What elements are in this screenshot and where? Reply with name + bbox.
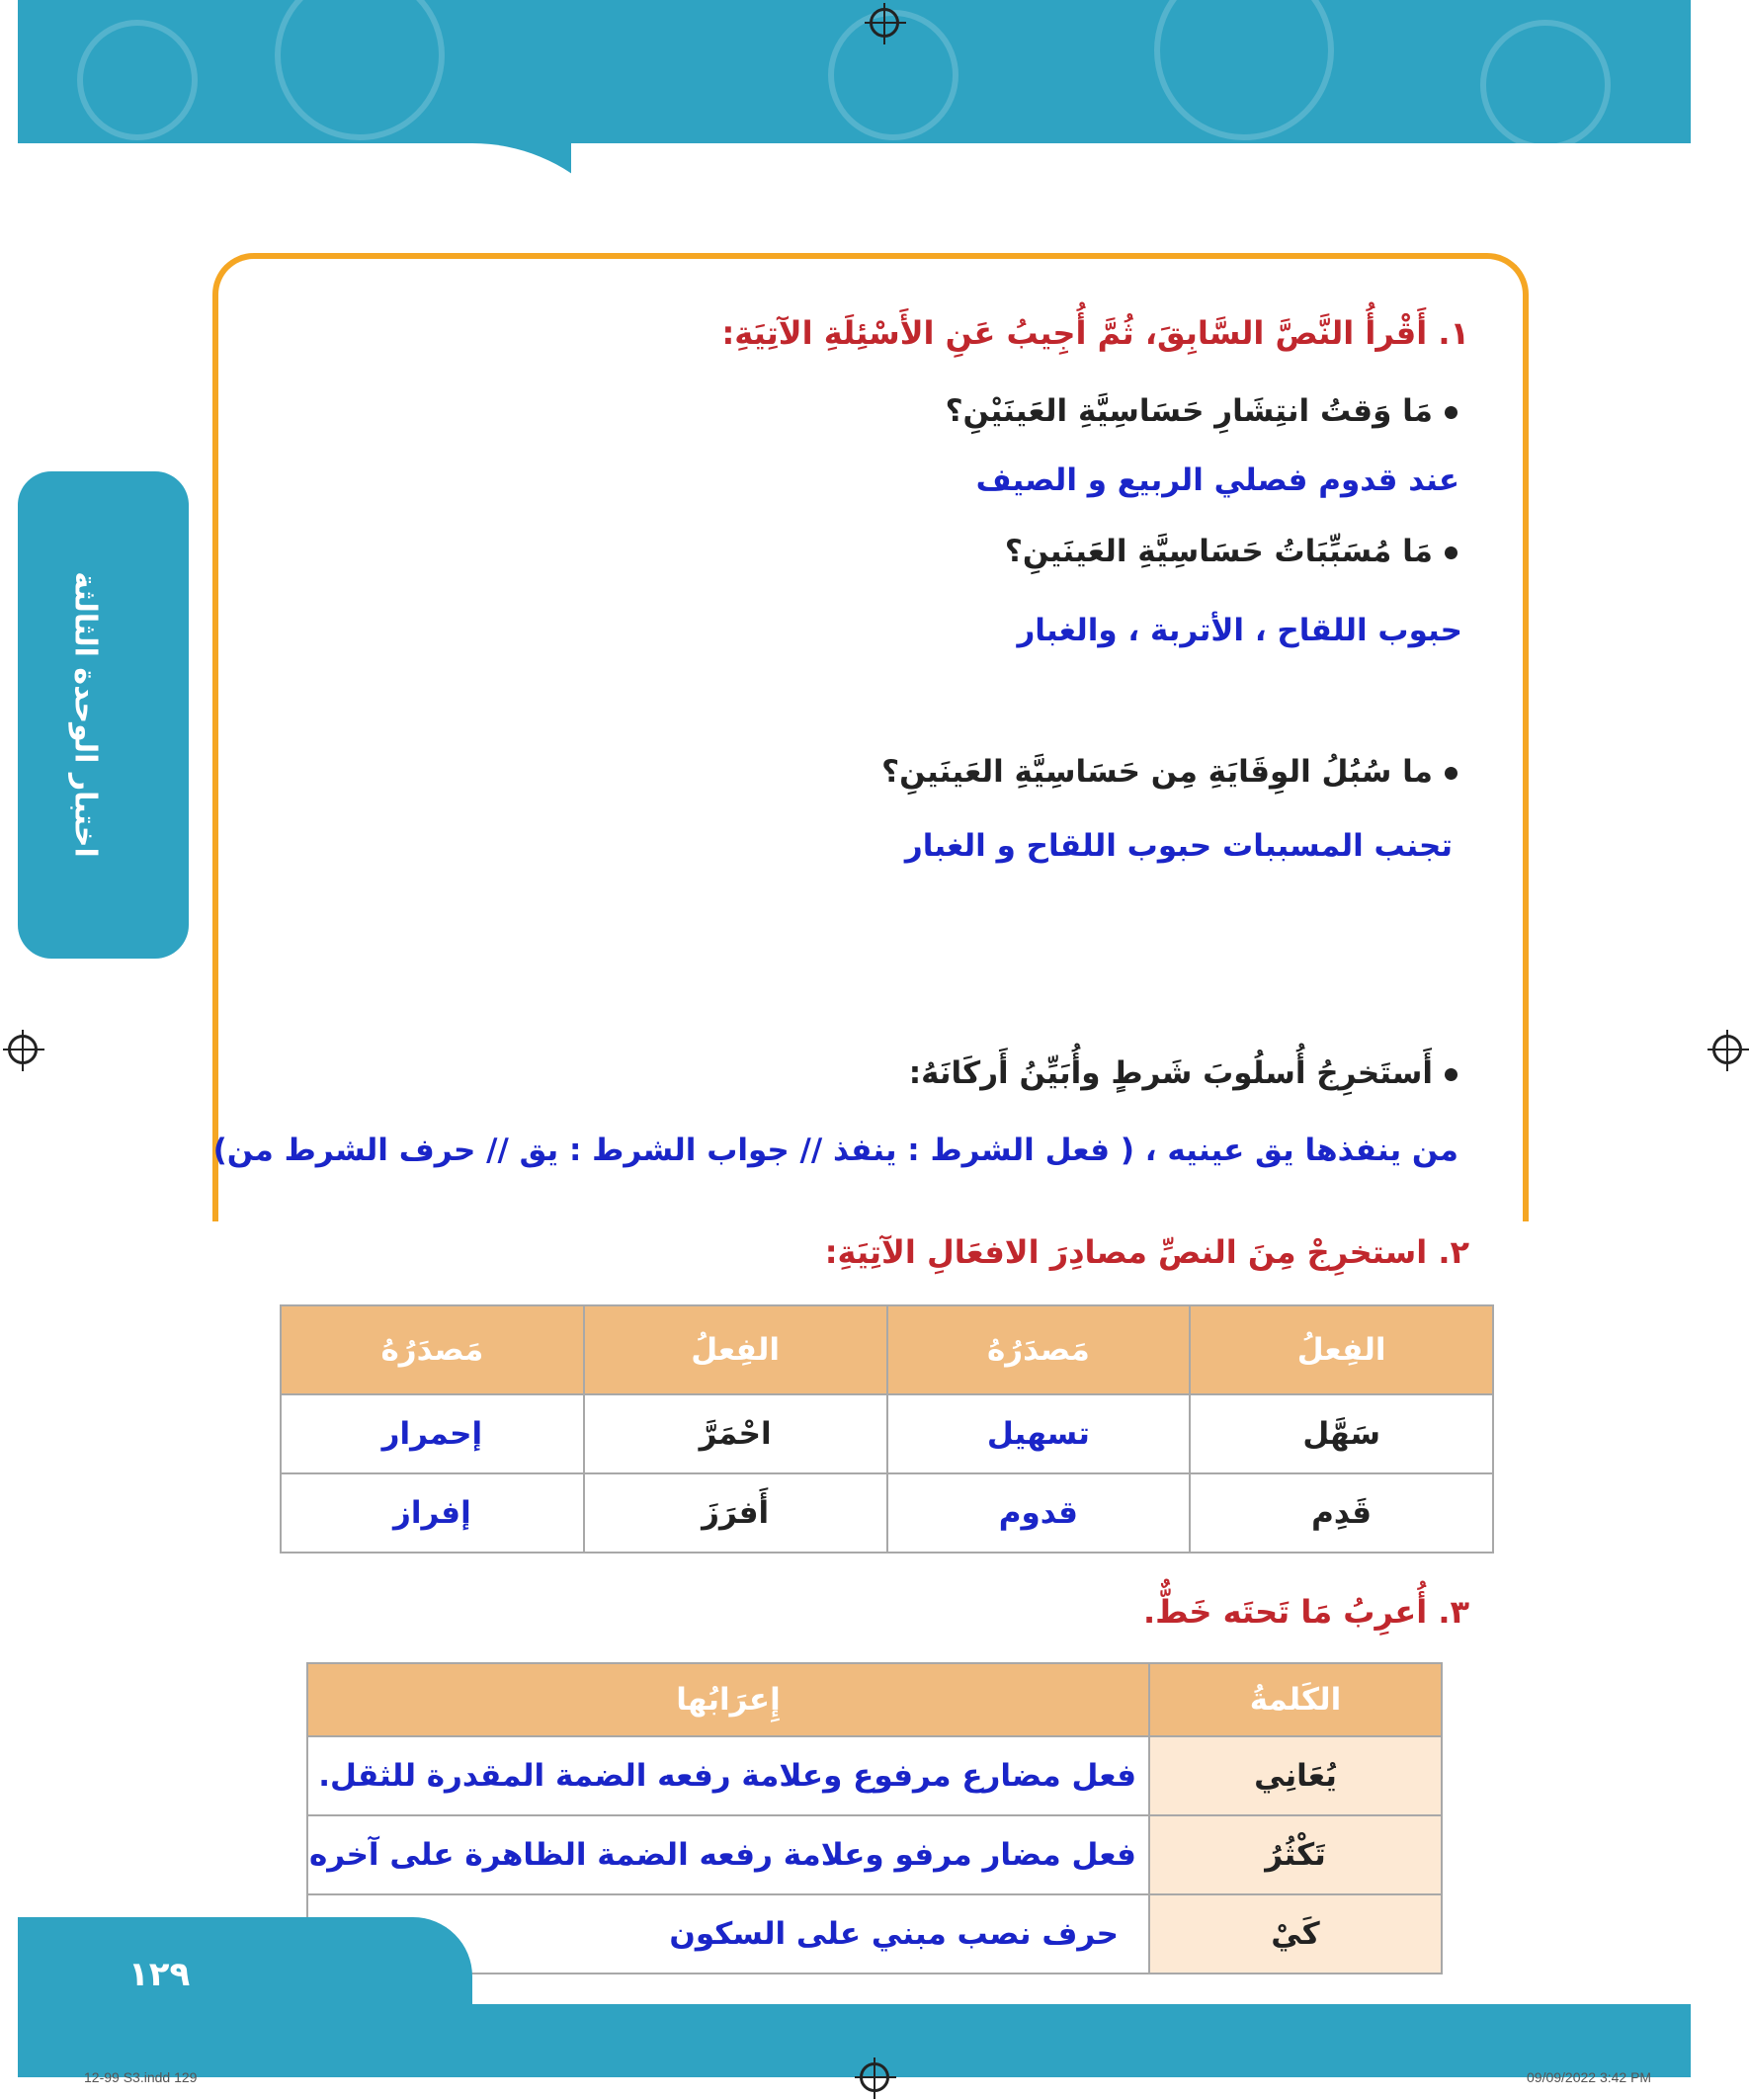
page-number: ١٢٩ — [128, 1955, 191, 1994]
table-row — [281, 1473, 1493, 1553]
bullet-icon — [1445, 406, 1458, 419]
q1-question-2 — [1005, 534, 1458, 569]
q1-answer-3: تجنب المسببات حبوب اللقاح و الغبار — [904, 828, 1453, 864]
verb-cell: أَفرَزَ — [584, 1473, 887, 1553]
table-row — [307, 1815, 1442, 1894]
crosshair-icon — [1712, 1035, 1742, 1064]
bullet-icon — [1445, 1068, 1458, 1081]
q2-title: ٢. استخرِجْ مِنَ النصِّ مصادِرَ الافعَالِ الآتِيَةِ: — [824, 1233, 1469, 1271]
verb-cell: قَدِم — [1190, 1473, 1493, 1553]
parsing-table — [306, 1662, 1443, 1974]
crosshair-icon — [860, 2062, 889, 2092]
column-header: مَصدَرُهُ — [281, 1305, 584, 1394]
verb-cell: احْمَرَّ — [584, 1394, 887, 1473]
q1-answer-4: من ينفذها يق عينيه ، ( فعل الشرط : ينفذ // جواب الشرط : يق // حرف الشرط من) — [212, 1133, 1458, 1168]
crosshair-icon — [870, 8, 899, 38]
slug-date: 09/09/2022 3:42 PM — [1527, 2069, 1652, 2085]
sources-table — [280, 1304, 1494, 1554]
registration-mark — [860, 2062, 889, 2092]
top-banner — [18, 0, 1691, 232]
banner-curve — [571, 143, 1691, 232]
parsing-cell: فعل مضار مرفو وعلامة رفعه الضمة الظاهرة على آخره — [307, 1815, 1149, 1894]
bullet-icon — [1445, 767, 1458, 780]
parsing-cell: فعل مضارع مرفوع وعلامة رفعه الضمة المقدرة للثقل. — [307, 1736, 1149, 1815]
table-row — [307, 1894, 1442, 1974]
decor-ring — [275, 0, 445, 140]
q3-title: ٣. أُعرِبُ مَا تَحتَه خَطٌّ. — [1143, 1593, 1469, 1631]
question-text: ما سُبُلُ الوِقَايَةِ مِن حَسَاسِيَّةِ العَينَينِ؟ — [881, 754, 1433, 790]
bullet-icon — [1445, 546, 1458, 559]
source-cell: إحمرار — [281, 1394, 584, 1473]
decor-ring — [77, 20, 198, 140]
question-text: أَستَخرِجُ أُسلُوبَ شَرطٍ وأُبَيِّنُ أَركَانَهُ: — [908, 1055, 1433, 1091]
crosshair-icon — [8, 1035, 38, 1064]
q1-question-1 — [946, 393, 1458, 429]
q1-answer-1: عند قدوم فصلي الربيع و الصيف — [975, 462, 1459, 498]
decor-ring — [1154, 0, 1334, 140]
q1-answer-2: حبوب اللقاح ، الأتربة ، والغبار — [1017, 613, 1462, 648]
source-cell: تسهيل — [887, 1394, 1191, 1473]
word-cell: يُعَانِي — [1149, 1736, 1442, 1815]
verb-cell: سَهَّل — [1190, 1394, 1493, 1473]
table-row — [307, 1736, 1442, 1815]
source-cell: قدوم — [887, 1473, 1191, 1553]
column-header: الفِعلُ — [584, 1305, 887, 1394]
q1-question-3 — [881, 754, 1458, 790]
parsing-cell: حرف نصب مبني على السكون — [307, 1894, 1149, 1974]
side-tab-label: اختبار الوحدة الثالثة — [67, 571, 103, 858]
column-header: مَصدَرُهُ — [887, 1305, 1191, 1394]
table-header-row — [307, 1663, 1442, 1736]
decor-ring — [1480, 20, 1611, 150]
word-cell: تَكْثُرُ — [1149, 1815, 1442, 1894]
column-header: الفِعلُ — [1190, 1305, 1493, 1394]
column-header: الكَلمةُ — [1149, 1663, 1442, 1736]
table-row — [281, 1394, 1493, 1473]
word-cell: كَيْ — [1149, 1894, 1442, 1974]
banner-curve — [18, 143, 650, 232]
q1-question-4 — [909, 1055, 1458, 1091]
slug-file: 12-99 S3.indd 129 — [84, 2069, 198, 2085]
registration-mark — [1712, 1035, 1742, 1064]
footer-bar — [18, 2004, 1691, 2077]
side-tab — [18, 471, 189, 959]
question-text: مَا وَقتُ انتِشَارِ حَسَاسِيَّةِ العَينَيْنِ؟ — [945, 393, 1433, 429]
registration-mark — [8, 1035, 38, 1064]
question-text: مَا مُسَبِّبَاتُ حَسَاسِيَّةِ العَينَينِ؟ — [1004, 534, 1433, 569]
registration-mark — [870, 8, 899, 38]
source-cell: إفراز — [281, 1473, 584, 1553]
table-header-row — [281, 1305, 1493, 1394]
q1-title: ١. أَقْرأُ النَّصَّ السَّابِقَ، ثُمَّ أُجِيبُ عَنِ الأَسْئِلَةِ الآتِيَةِ: — [721, 314, 1469, 352]
column-header: إِعرَابُها — [307, 1663, 1149, 1736]
